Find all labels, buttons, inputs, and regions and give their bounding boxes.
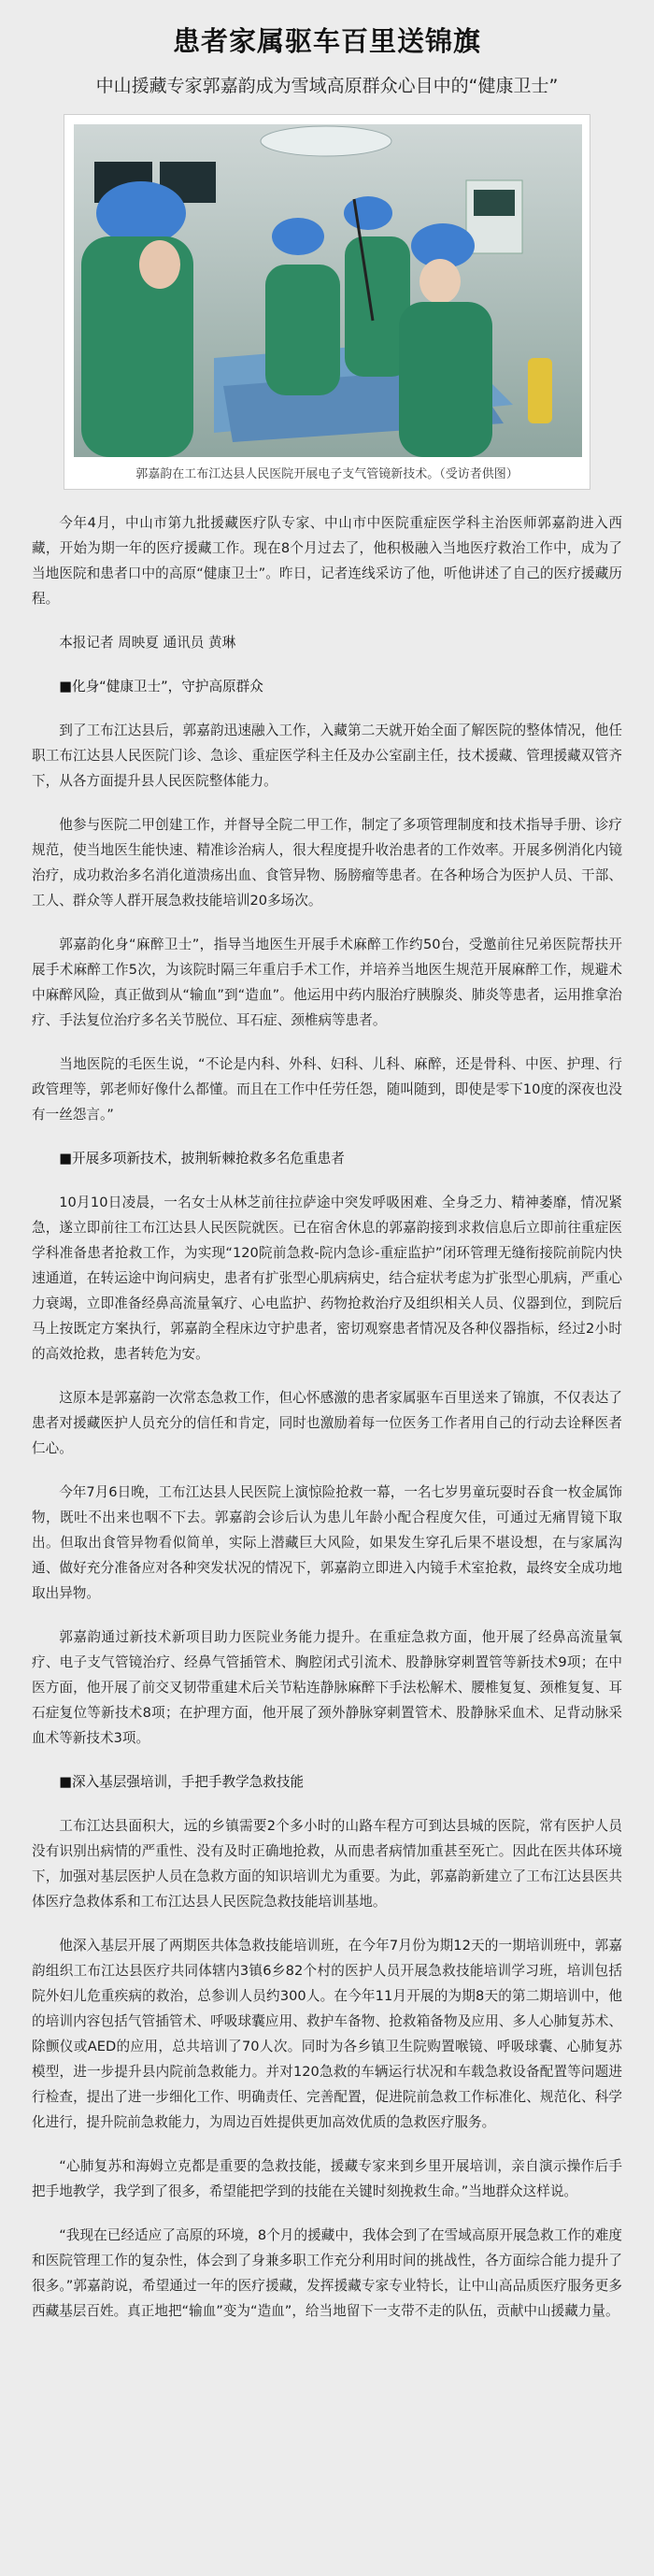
quote-paragraph: 当地医院的毛医生说，“不论是内科、外科、妇科、儿科、麻醉，还是骨科、中医、护理、行政管理等，郭老师好像什么都懂。而且在工作中任劳任怨，随叫随到，即使是零下10度的深夜也没有一丝怨言。” <box>32 1056 622 1123</box>
byline: 本报记者 周映夏 通讯员 黄琳 <box>59 635 236 651</box>
paragraph: 工布江达县面积大，远的乡镇需要2个多小时的山路车程方可到达县城的医院，常有医护人员没有识别出病情的严重性、没有及时正确地抢救，从而患者病情加重甚至死亡。因此在医共体环境下，加强对基层医护人员在急救方面的知识培训尤为重要。为此，郭嘉韵新建立了工布江达县医共体医疗急救体系和工布江达县人民医院急救技能培训基地。 <box>32 1818 622 1910</box>
paragraph: 今年7月6日晚，工布江达县人民医院上演惊险抢救一幕，一名七岁男童玩耍时吞食一枚金属饰物，既吐不出来也咽不下去。郭嘉韵会诊后认为患儿年龄小配合程度欠佳，可通过无痛胃镜下取出。但取出食管异物看似简单，实际上潜藏巨大风险，如果发生穿孔后果不堪设想，在与家属沟通、做好充分准备应对各种突发状况的情况下，郭嘉韵立即进入内镜手术室抢救，最终安全成功地取出异物。 <box>32 1484 622 1601</box>
paragraph: 到了工布江达县后，郭嘉韵迅速融入工作，入藏第二天就开始全面了解医院的整体情况，他任职工布江达县人民医院门诊、急诊、重症医学科主任及办公室副主任，技术援藏、管理援藏双管齐下，从各方面提升县人民医院整体能力。 <box>32 723 622 789</box>
section-heading: ■深入基层强培训，手把手教学急救技能 <box>59 1774 305 1790</box>
quote-paragraph: “心肺复苏和海姆立克都是重要的急救技能，援藏专家来到乡里开展培训，亲自演示操作后手把手地教学，我学到了很多，希望能把学到的技能在关键时刻挽救生命。”当地群众这样说。 <box>32 2158 622 2199</box>
article-body <box>32 510 622 2324</box>
section-heading: ■开展多项新技术，披荆斩棘抢救多名危重患者 <box>59 1151 345 1166</box>
paragraph: 他深入基层开展了两期医共体急救技能培训班，在今年7月份为期12天的一期培训班中，郭嘉韵组织工布江达县医疗共同体辖内3镇6乡82个村的医护人员开展急救技能培训学习班，培训包括院外妇儿危重疾病的救治，总参训人员约300人。在今年11月开展的为期8天的第二期培训中，他的培训内容包括气管插管术、呼吸球囊应用、救护车备物、抢救箱备物及应用、多人心肺复苏术、除颤仪或AED的应用，总共培训了70人次。同时为各乡镇卫生院购置喉镜、呼吸球囊、心肺复苏模型，进一步提升县内院前急救能力。并对120急救的车辆运行状况和车载急救设备配置等问题进行检查，提出了进一步细化工作、明确责任、完善配置，促进院前急救工作标准化、规范化、科学化进行，提升院前急救能力，为周边百姓提供更加高效优质的急救医疗服务。 <box>32 1938 622 2130</box>
photo-frame <box>64 114 590 490</box>
subheadline: 中山援藏专家郭嘉韵成为雪域高原群众心目中的“健康卫士” <box>95 76 559 96</box>
paragraph: 郭嘉韵化身“麻醉卫士”，指导当地医生开展手术麻醉工作约50台，受邀前往兄弟医院帮扶开展手术麻醉工作5次，为该院时隔三年重启手术工作，并培养当地医生规范开展麻醉工作，规避术中麻醉风险，真正做到从“输血”到“造血”。他运用中药内服治疗胰腺炎、肺炎等患者，运用推拿治疗、手法复位治疗多名关节脱位、耳石症、颈椎病等患者。 <box>32 937 622 1028</box>
paragraph: 10月10日凌晨，一名女士从林芝前往拉萨途中突发呼吸困难、全身乏力、精神萎靡，情况紧急，遂立即前往工布江达县人民医院就医。已在宿舍休息的郭嘉韵接到求救信息后立即前往重症医学科准备患者抢救工作，为实现“120院前急救-院内急诊-重症监护”闭环管理无缝衔接院前院内快速通道，在转运途中询问病史，患者有扩张型心肌病病史，结合症状考虑为扩张型心肌病，严重心力衰竭，立即准备经鼻高流量氧疗、心电监护、药物抢救治疗及组织相关人员、仪器到位，到院后马上按既定方案执行，郭嘉韵全程床边守护患者，密切观察患者情况及各种仪器指标，经过2小时的高效抢救，患者转危为安。 <box>32 1195 622 1362</box>
photo-caption: 郭嘉韵在工布江达县人民医院开展电子支气管镜新技术。（受访者供图） <box>135 467 519 481</box>
headline: 患者家属驱车百里送锦旗 <box>172 25 481 57</box>
quote-paragraph: “我现在已经适应了高原的环境，8个月的援藏中，我体会到了在雪域高原开展急救工作的难度和医院管理工作的复杂性，体会到了身兼多职工作充分利用时间的挑战性，各方面综合能力提升了很多。”郭嘉韵说，希望通过一年的医疗援藏，发挥援藏专家专业特长，让中山高品质医疗服务更多西藏基层百姓。真正地把“输血”变为“造血”，给当地留下一支带不走的队伍，贡献中山援藏力量。 <box>32 2227 622 2319</box>
paragraph: 这原本是郭嘉韵一次常态急救工作，但心怀感激的患者家属驱车百里送来了锦旗，不仅表达了患者对援藏医护人员充分的信任和肯定，同时也激励着每一位医务工作者用自己的行动去诠释医者仁心。 <box>32 1390 622 1456</box>
section-heading: ■化身“健康卫士”，守护高原群众 <box>59 679 263 694</box>
paragraph: 郭嘉韵通过新技术新项目助力医院业务能力提升。在重症急救方面，他开展了经鼻高流量氧疗、电子支气管镜治疗、经鼻气管插管术、胸腔闭式引流术、股静脉穿刺置管等新技术9项；在中医方面，他开展了前交叉韧带重建术后关节粘连静脉麻醉下手法松解术、腰椎复复、颈椎复复、耳石症复位等新技术8项；在护理方面，他开展了颈外静脉穿刺置管术、股静脉采血术、足背动脉采血术等新技术3项。 <box>32 1629 622 1746</box>
surgery-photo <box>74 124 582 457</box>
paragraph: 今年4月，中山市第九批援藏医疗队专家、中山市中医院重症医学科主治医师郭嘉韵进入西藏，开始为期一年的医疗援藏工作。现在8个月过去了，他积极融入当地医疗救治工作中，成为了当地医院和患者口中的高原“健康卫士”。昨日，记者连线采访了他，听他讲述了自己的医疗援藏历程。 <box>32 515 622 607</box>
paragraph: 他参与医院二甲创建工作，并督导全院二甲工作，制定了多项管理制度和技术指导手册、诊疗规范，使当地医生能快速、精准诊治病人，很大程度提升收治患者的工作效率。开展多例消化内镜治疗，成功救治多名消化道溃疡出血、食管异物、肠膀瘤等患者。在各种场合为医护人员、干部、工人、群众等人群开展急救技能培训20多场次。 <box>32 817 622 909</box>
